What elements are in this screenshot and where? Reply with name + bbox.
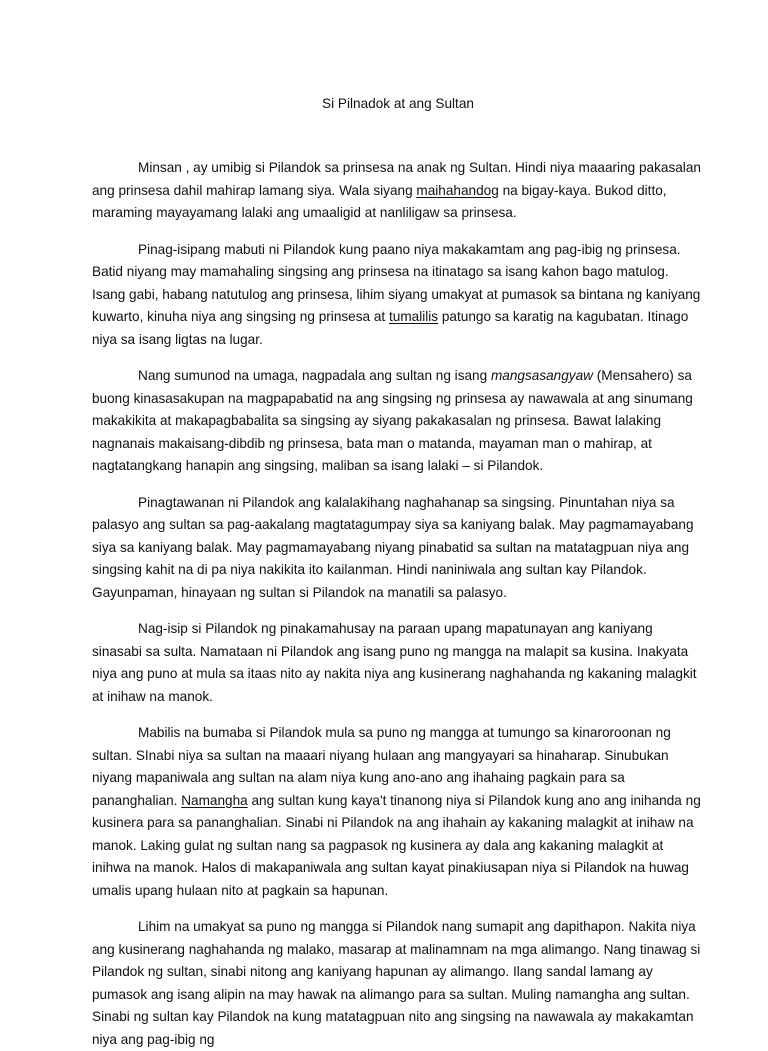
paragraph-2-text-b: patungo sa karatig na kagubatan. Itinago niya sa isang ligtas na lugar. (92, 309, 689, 347)
underlined-word-maihahandog: maihahandog (416, 182, 499, 198)
italic-word-mangsasangyaw: mangsasangyaw (490, 368, 593, 383)
paragraph-6 (92, 722, 704, 902)
underlined-word-namangha: Namangha (181, 792, 248, 808)
paragraph-6-text-b: ang sultan kung kaya't tinanong niya si Pilandok kung ano ang inihanda ng kusinera para sa pananghalian. Sinabi ni Pilandok na ang ihahain ay kakaning malagkit at inihaw na manok. Laking gulat ng sultan nang sa pagpasok ng kusinera ay dala ang kakaning malagkit at inihwa na manok. Halos di makapaniwala ang sultan kayat pinakiusapan niya si Pilandok na huwag umalis upang hulaan nito at pagkain sa hapunan. (92, 792, 701, 898)
paragraph-1-text-a: Minsan , ay umibig si Pilandok sa prinsesa na anak ng Sultan. Hindi niya maaaring pakasalan ang prinsesa dahil mahirap lamang siya. Wala siyang (92, 160, 701, 198)
paragraph-2-text-a: Pinag-isipang mabuti ni Pilandok kung paano niya makakamtam ang pag-ibig ng prinsesa. Batid niyang may mamahaling singsing ang prinsesa na itinatago sa isang kahon bago matulog. Isang gabi, habang natutulog ang prinsesa, lihim siyang umakyat at pumasok sa bintana ng kaniyang kuwarto, kinuha niya ang singsing ng prinsesa at (92, 241, 701, 324)
paragraph-3-text-b: (Mensahero) sa buong kinasasakupan na magpapabatid na ang singsing ng prinsesa ay nawawala at ang sinumang makakikita at makapagbabalita sa singsing ay siyang pakakasalan ng prinsesa. Bawat lalaking nagnanais makaisang-dibdib ng prinsesa, bata man o matanda, mayaman man o mahirap, at nagtatangkang hanapin ang singsing, maliban sa isang lalaki – si Pilandok. (92, 368, 693, 473)
paragraph-4: Pinagtawanan ni Pilandok ang kalalakihang naghahanap sa singsing. Pinuntahan niya sa palasyo ang sultan sa pag-aakalang magtatagumpay siya sa kaniyang balak. May pagmamayabang siya sa kaniyang balak. May pagmamayabang niyang pinabatid sa sultan na matatagpuan niya ang singsing kahit na di pa niya nakikita ito kailanman. Hindi naniniwala ang sultan kay Pilandok. Gayunpaman, hinayaan ng sultan si Pilandok na manatili sa palasyo. (92, 494, 694, 600)
underlined-word-tumalilis: tumalilis (388, 309, 439, 324)
paragraph-3-text-a: Nang sumunod na umaga, nagpadala ang sultan ng isang (138, 368, 491, 383)
paragraph-3 (92, 365, 704, 478)
paragraph-7: Lihim na umakyat sa puno ng mangga si Pilandok nang sumapit ang dapithapon. Nakita niya ang kusinerang naghahanda ng malako, masarap at malinamnam na mga alimango. Nang tinawag si Pilandok ng sultan, sinabi nitong ang kaniyang hapunan ay alimango. Ilang sandal lamang ay pumasok ang isang alipin na may hawak na alimango para sa sultan. Muling namangha ang sultan. Sinabi ng sultan kay Pilandok na kung matatagpuan nito ang singsing na nawawala ay makakamtan niya ang pag-ibig ng (92, 919, 701, 1047)
paragraph-6-text-a: Mabilis na bumaba si Pilandok mula sa puno ng mangga at tumungo sa kinaroroonan ng sultan. SInabi niya sa sultan na maaari niyang hulaan ang mangyayari sa hinaharap. Sinubukan niyang mapaniwala ang sultan na alam niya kung ano-ano ang ihahaing pagkain para sa pananghalian. (92, 725, 671, 808)
paragraph-1-text-b: na bigay-kaya. Bukod ditto, maraming mayayamang lalaki ang umaaligid at nanliligaw sa prinsesa. (92, 182, 667, 220)
document-title: Si Pilnadok at ang Sultan (322, 96, 474, 111)
paragraph-2 (92, 239, 704, 352)
paragraph-1 (92, 157, 704, 225)
paragraph-5: Nag-isip si Pilandok ng pinakamahusay na paraan upang mapatunayan ang kaniyang sinasabi sa sulta. Namataan ni Pilandok ang isang puno ng mangga na malapit sa kusina. Inakyata niya ang puno at mula sa itaas nito ay nakita niya ang kusinerang naghahanda ng kakaning malagkit at inihaw na manok. (92, 621, 697, 704)
